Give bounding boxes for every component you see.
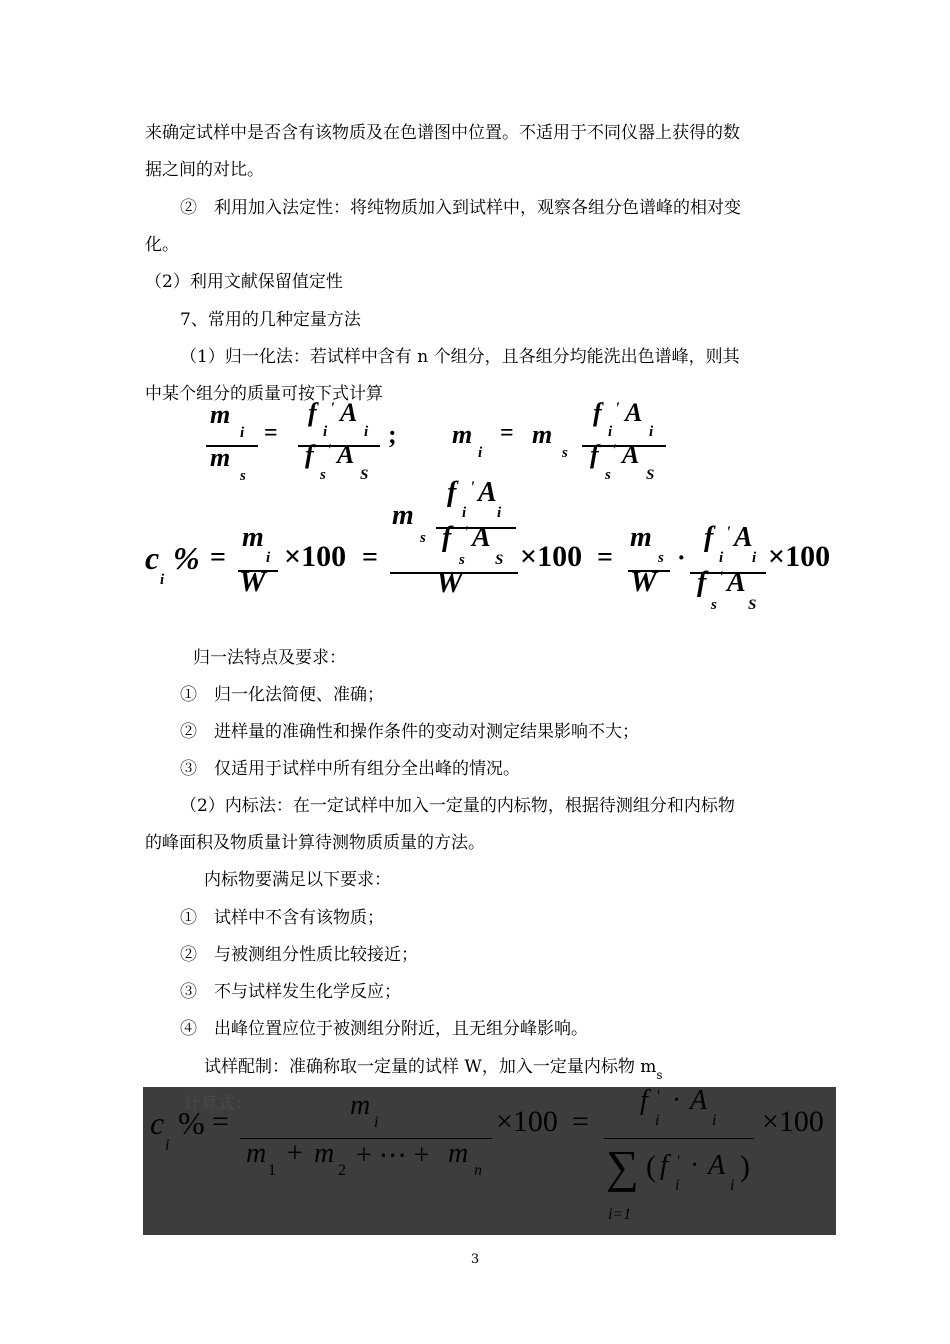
paragraph-line <box>204 1055 663 1080</box>
paragraph-line: （1）归一化法：若试样中含有 n 个组分，且各组分均能洗出色谱峰，则其 <box>180 347 740 367</box>
subheading: 归一法特点及要求： <box>193 648 346 668</box>
paragraph-line: 中某个组分的质量可按下式计算 <box>145 384 383 404</box>
list-item: ③ 仅适用于试样中所有组分全出峰的情况。 <box>180 759 520 779</box>
prep-text: 试样配制：准确称取一定量的试样 W，加入一定量内标物 m <box>204 1057 657 1077</box>
section-heading: 7、常用的几种定量方法 <box>180 310 361 330</box>
calc-label: 计算式： <box>184 1094 252 1114</box>
page-number: 3 <box>470 1252 480 1267</box>
paragraph-line: 的峰面积及物质量计算待测物质质量的方法。 <box>145 833 485 853</box>
list-item: ③ 不与试样发生化学反应； <box>180 982 401 1002</box>
prep-subscript: s <box>656 1068 663 1082</box>
paragraph-line: 来确定试样中是否含有该物质及在色谱图中位置。不适用于不同仪器上获得的数 <box>145 123 740 143</box>
list-item: ② 进样量的准确性和操作条件的变动对测定结果影响不大； <box>180 722 639 742</box>
paragraph-line: ② 利用加入法定性：将纯物质加入到试样中，观察各组分色谱峰的相对变 <box>180 198 741 218</box>
paragraph-line: 据之间的对比。 <box>145 160 264 180</box>
paragraph-line: （2）利用文献保留值定性 <box>145 272 343 292</box>
paragraph-line: 化。 <box>145 235 179 255</box>
paragraph-line: （2）内标法：在一定试样中加入一定量的内标物，根据待测组分和内标物 <box>180 796 735 816</box>
list-item: ④ 出峰位置应位于被测组分附近，且无组分峰影响。 <box>180 1019 588 1039</box>
list-item: ② 与被测组分性质比较接近； <box>180 945 418 965</box>
list-item: ① 试样中不含有该物质； <box>180 908 384 928</box>
subheading: 内标物要满足以下要求： <box>204 870 391 890</box>
list-item: ① 归一化法简便、准确； <box>180 685 384 705</box>
